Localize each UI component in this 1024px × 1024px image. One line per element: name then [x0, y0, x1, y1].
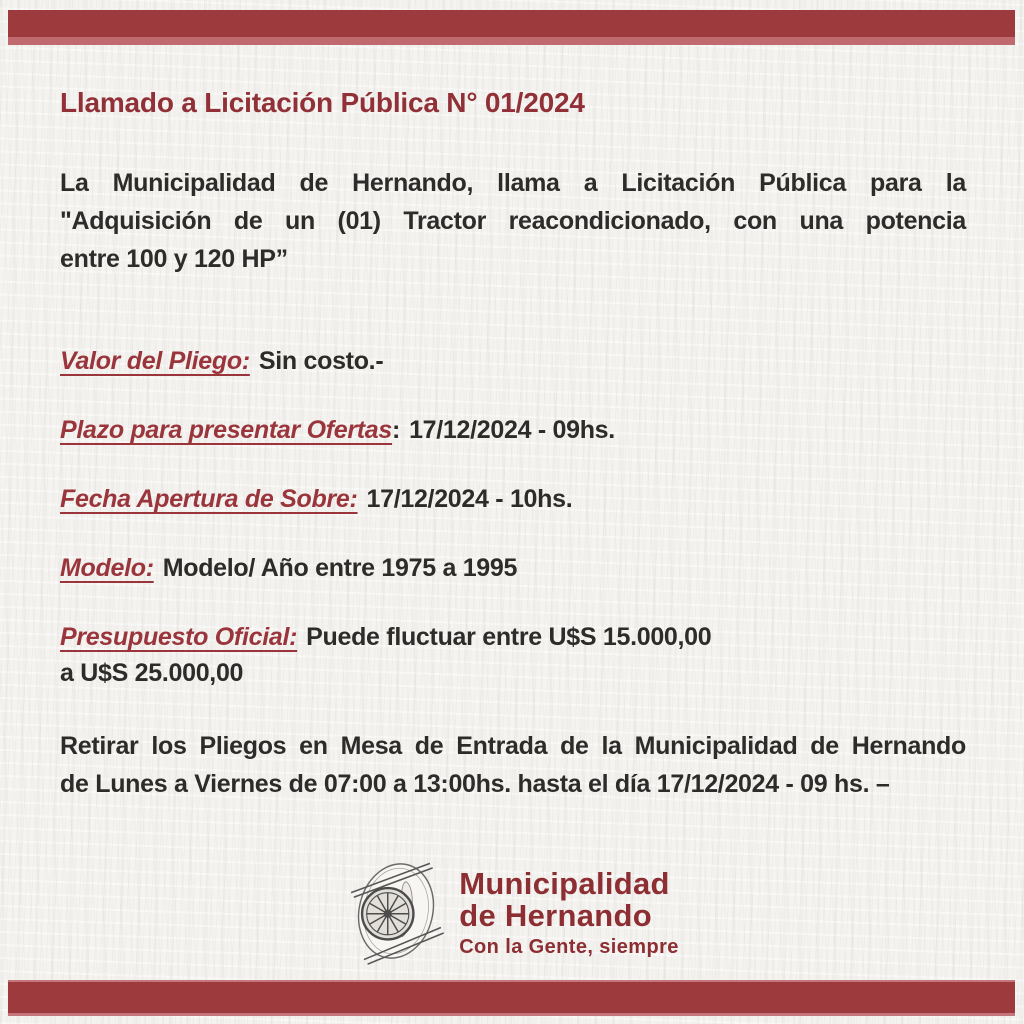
closing-paragraph: [60, 727, 966, 803]
field-line-1: [60, 619, 966, 655]
field-separator: :: [392, 416, 401, 444]
field-value: Puede fluctuar entre U$S 15.000,00: [306, 623, 712, 651]
field-presupuesto-oficial: [60, 619, 966, 691]
field-value: Modelo/ Año entre 1975 a 1995: [162, 554, 518, 582]
field-modelo: [60, 550, 966, 586]
field-fecha-apertura: [60, 481, 966, 517]
flyer-content: [60, 0, 966, 803]
bottom-accent-bar: [8, 980, 1015, 1016]
closing-line-2: de Lunes a Viernes de 07:00 a 13:00hs. hasta el día 17/12/2024 - 09 hs. –: [60, 770, 890, 798]
field-plazo-ofertas: [60, 412, 966, 448]
field-valor-del-pliego: [60, 343, 966, 379]
intro-paragraph: [60, 164, 966, 278]
field-label: Presupuesto Oficial:: [60, 623, 298, 651]
wagon-wheel-sketch-icon: [345, 856, 447, 966]
logo-name-line-1: Municipalidad: [459, 865, 670, 901]
field-label: Fecha Apertura de Sobre:: [60, 485, 358, 513]
page-title: Llamado a Licitación Pública N° 01/2024: [60, 87, 585, 118]
field-value: 17/12/2024 - 09hs.: [409, 416, 615, 444]
field-label: Plazo para presentar Ofertas: [60, 416, 393, 444]
municipality-logo: [0, 856, 1024, 966]
field-line-2: a U$S 25.000,00: [60, 659, 244, 687]
logo-tagline: Con la Gente, siempre: [459, 935, 679, 958]
closing-line-1: Retirar los Pliegos en Mesa de Entrada de la Municipalidad de Hernando: [60, 732, 966, 760]
logo-name-line-2: de Hernando: [459, 897, 652, 933]
intro-line-3: entre 100 y 120 HP”: [60, 245, 288, 273]
field-label: Modelo:: [60, 554, 154, 582]
tender-fields: [60, 343, 966, 691]
intro-line-1: La Municipalidad de Hernando, llama a Licitación Pública para la: [60, 169, 966, 197]
field-value: Sin costo.-: [258, 347, 384, 375]
field-label: Valor del Pliego:: [60, 347, 250, 375]
intro-line-2: "Adquisición de un (01) Tractor reacondicionado, con una potencia: [60, 207, 966, 235]
logo-text-block: [459, 864, 679, 959]
field-value: 17/12/2024 - 10hs.: [366, 485, 573, 513]
